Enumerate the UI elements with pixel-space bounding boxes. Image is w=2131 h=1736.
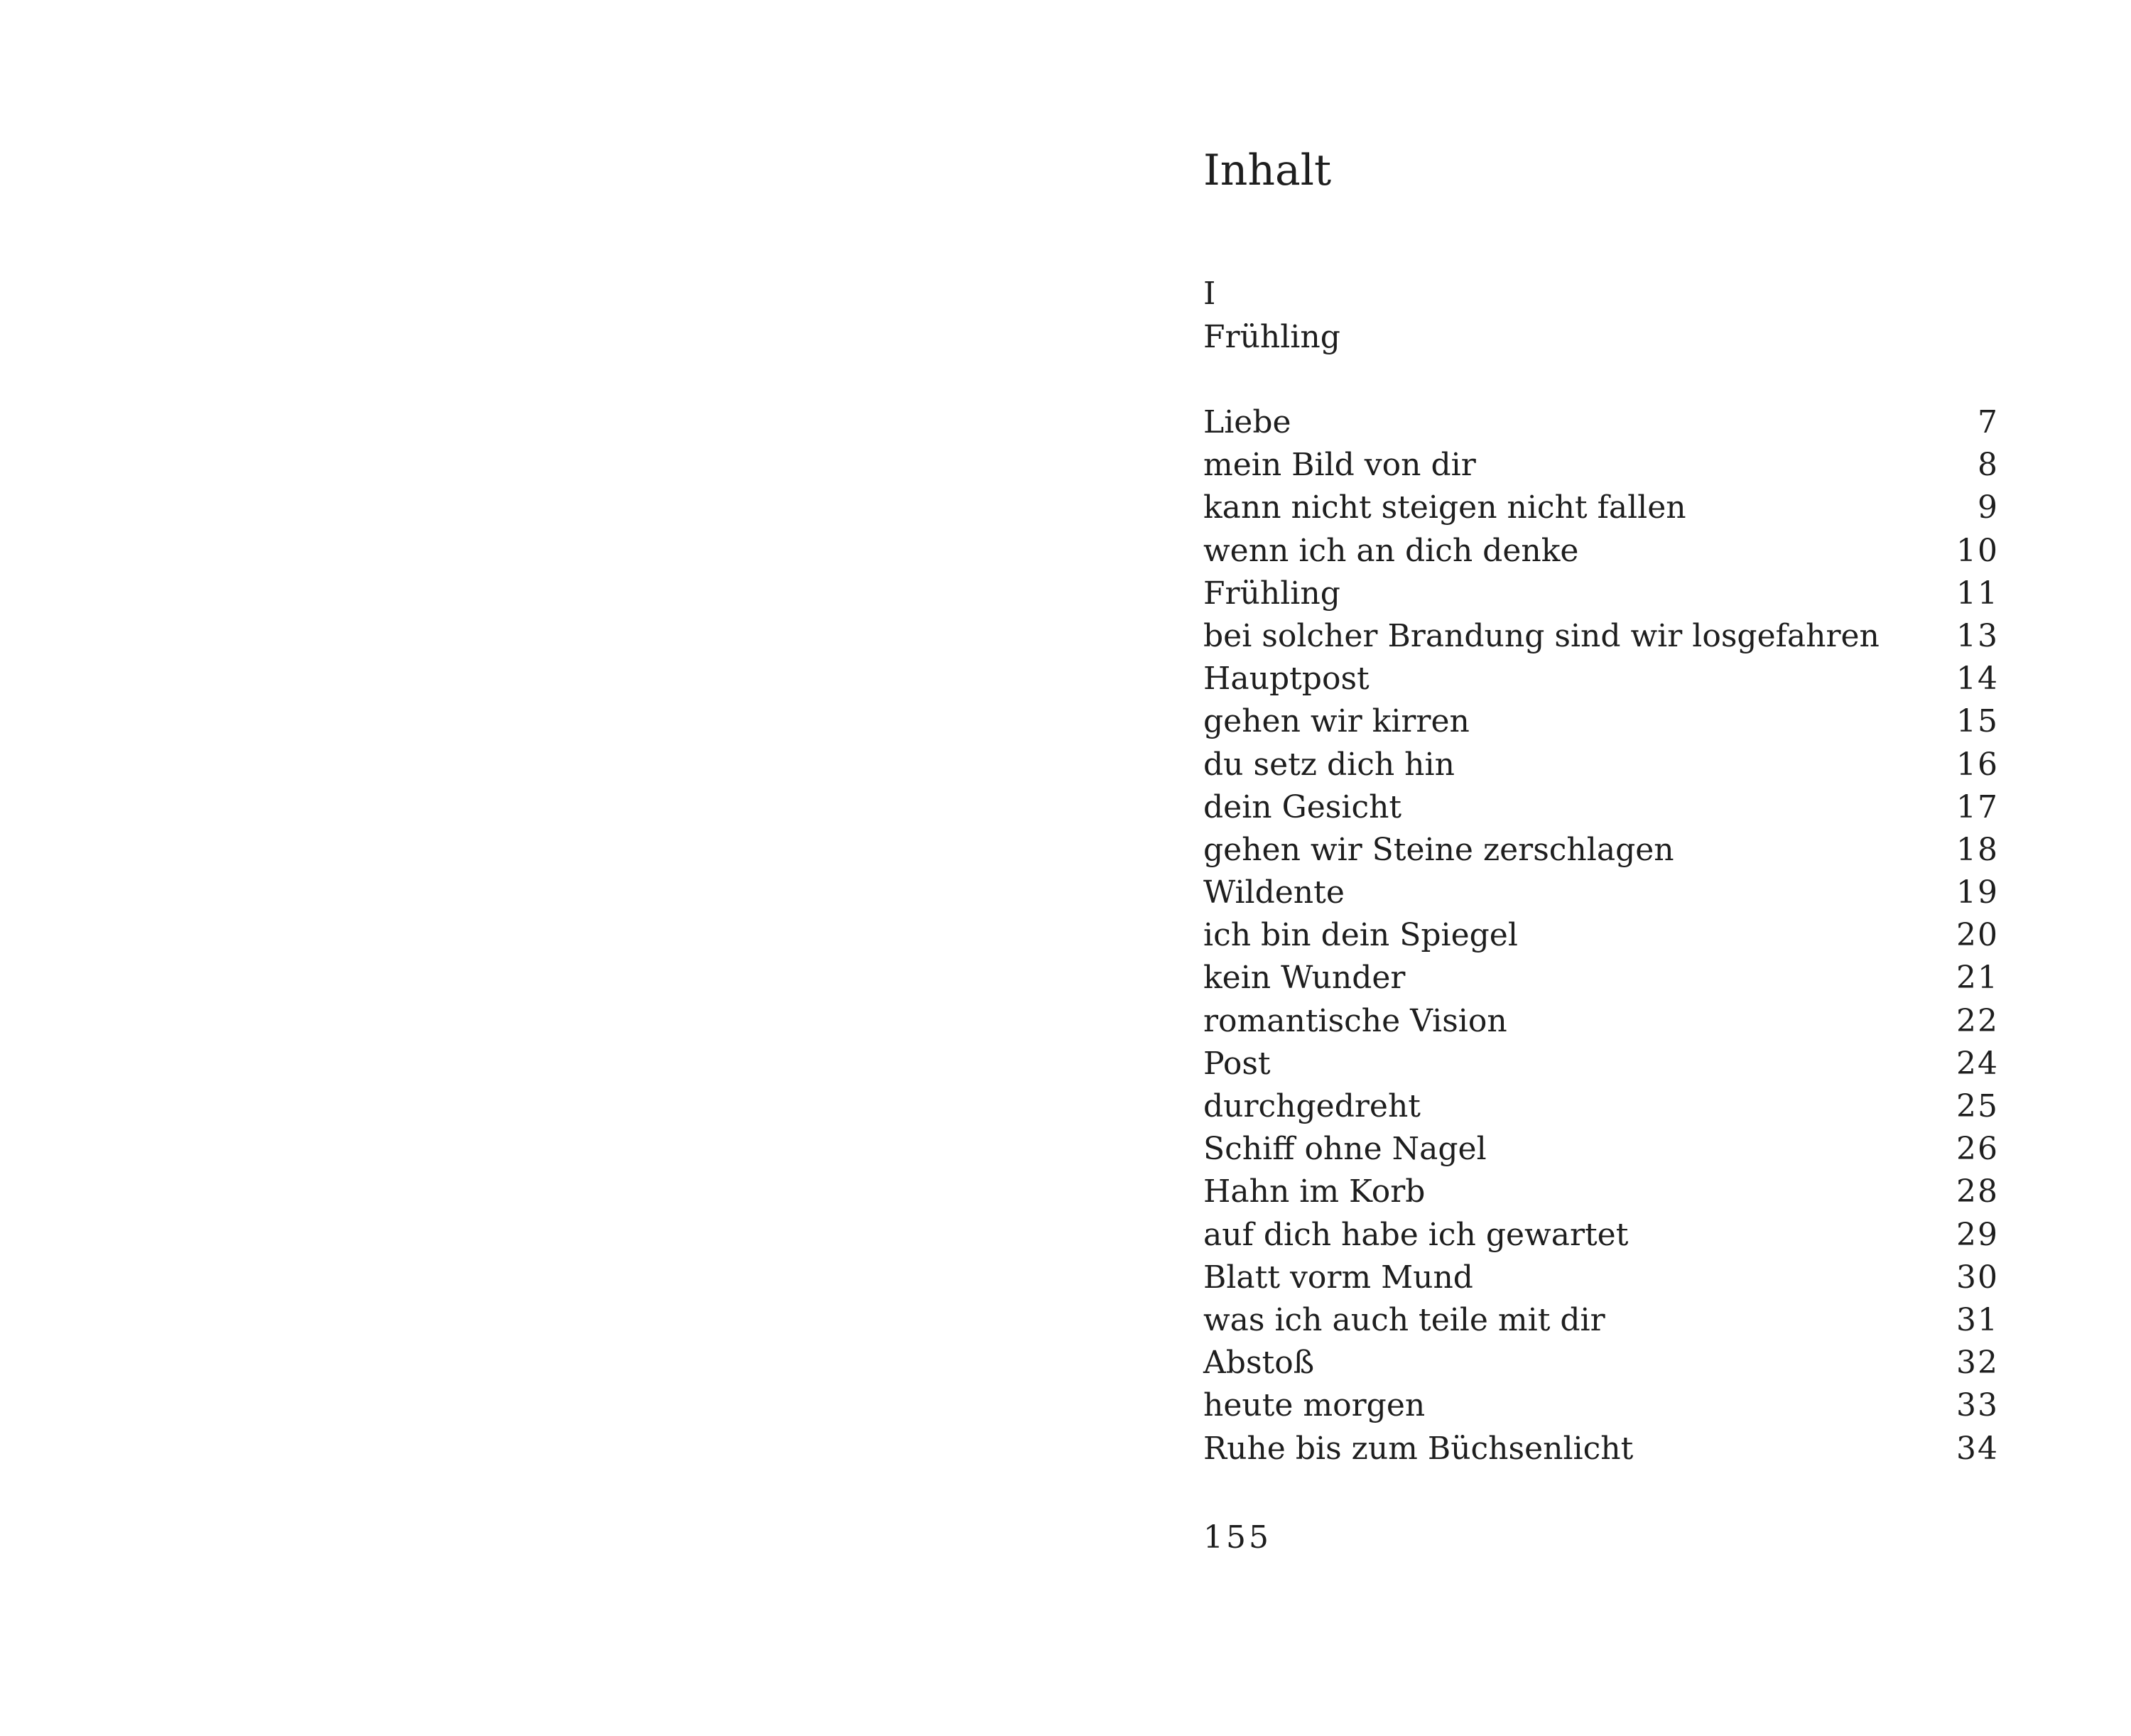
toc-entry-page: 16: [1956, 746, 1999, 783]
toc-entry: [1203, 1128, 1999, 1171]
toc-entry: [1203, 872, 1999, 914]
toc-entry-title: gehen wir kirren: [1203, 703, 1470, 740]
toc-entry: [1203, 573, 1999, 615]
toc-entry-title: was ich auch teile mit dir: [1203, 1301, 1605, 1338]
toc-entry: [1203, 1257, 1999, 1299]
toc-entry: [1203, 829, 1999, 872]
toc-entry-title: bei solcher Brandung sind wir losgefahren: [1203, 617, 1880, 654]
toc-entry-page: 15: [1956, 703, 1999, 740]
page-title: Inhalt: [1203, 146, 1332, 195]
toc-entry-page: 10: [1956, 532, 1999, 569]
toc-entry: [1203, 401, 1999, 444]
toc-entry-title: Schiff ohne Nagel: [1203, 1131, 1487, 1168]
toc-entry-page: 19: [1956, 874, 1999, 911]
toc-entry-title: ich bin dein Spiegel: [1203, 917, 1518, 954]
toc-entry: [1203, 914, 1999, 957]
toc-entry: [1203, 1428, 1999, 1470]
toc-entry-page: 17: [1956, 788, 1999, 825]
toc-entry-title: Hauptpost: [1203, 661, 1370, 698]
toc-list: [1203, 401, 1999, 1470]
toc-entry-title: mein Bild von dir: [1203, 447, 1476, 484]
toc-entry-page: 30: [1956, 1259, 1999, 1296]
toc-entry: [1203, 1299, 1999, 1342]
toc-entry: [1203, 487, 1999, 529]
toc-entry: [1203, 1085, 1999, 1128]
toc-entry: [1203, 744, 1999, 786]
toc-entry: [1203, 700, 1999, 743]
toc-entry: [1203, 1043, 1999, 1085]
toc-entry-title: gehen wir Steine zerschlagen: [1203, 831, 1674, 868]
toc-entry-page: 18: [1956, 831, 1999, 868]
toc-entry-title: Frühling: [1203, 575, 1340, 612]
toc-entry-page: 29: [1956, 1216, 1999, 1253]
toc-entry-title: romantische Vision: [1203, 1002, 1507, 1039]
toc-entry: [1203, 1384, 1999, 1427]
toc-entry: [1203, 444, 1999, 487]
toc-entry-title: durchgedreht: [1203, 1088, 1421, 1124]
toc-entry-page: 33: [1956, 1387, 1999, 1424]
toc-entry-title: Ruhe bis zum Büchsenlicht: [1203, 1430, 1634, 1467]
toc-entry-title: auf dich habe ich gewartet: [1203, 1216, 1629, 1253]
toc-entry-title: Liebe: [1203, 404, 1291, 440]
page-number: 155: [1203, 1519, 1271, 1556]
toc-entry: [1203, 1214, 1999, 1257]
toc-entry: [1203, 658, 1999, 700]
toc-entry-title: Hahn im Korb: [1203, 1173, 1426, 1210]
toc-entry-title: heute morgen: [1203, 1387, 1426, 1424]
toc-entry: [1203, 1342, 1999, 1384]
toc-entry: [1203, 786, 1999, 829]
toc-entry-page: 25: [1956, 1088, 1999, 1124]
toc-entry-page: 14: [1956, 661, 1999, 698]
toc-entry: [1203, 1171, 1999, 1213]
toc-entry-page: 9: [1978, 489, 1999, 526]
toc-entry-title: wenn ich an dich denke: [1203, 532, 1579, 569]
toc-entry-page: 7: [1978, 404, 1999, 440]
toc-entry-page: 26: [1956, 1131, 1999, 1168]
toc-entry-page: 21: [1956, 960, 1999, 997]
toc-entry-title: du setz dich hin: [1203, 746, 1455, 783]
toc-entry-title: kann nicht steigen nicht fallen: [1203, 489, 1686, 526]
toc-entry: [1203, 957, 1999, 999]
toc-entry: [1203, 530, 1999, 573]
toc-entry-page: 31: [1956, 1301, 1999, 1338]
toc-entry-title: Abstoß: [1203, 1345, 1315, 1382]
toc-entry-page: 32: [1956, 1345, 1999, 1382]
toc-entry-title: kein Wunder: [1203, 960, 1406, 997]
toc-entry-page: 34: [1956, 1430, 1999, 1467]
right-page: [1066, 0, 2131, 1736]
toc-entry-page: 24: [1956, 1045, 1999, 1082]
toc-entry-page: 20: [1956, 917, 1999, 954]
toc-entry-page: 13: [1956, 617, 1999, 654]
toc-entry-title: Wildente: [1203, 874, 1345, 911]
toc-entry-title: Blatt vorm Mund: [1203, 1259, 1473, 1296]
toc-entry: [1203, 1000, 1999, 1043]
toc-entry-title: dein Gesicht: [1203, 788, 1402, 825]
section-number: I: [1203, 276, 1216, 312]
section-title: Frühling: [1203, 319, 1340, 355]
toc-entry-page: 11: [1956, 575, 1999, 612]
toc-entry-page: 8: [1978, 447, 1999, 484]
toc-entry: [1203, 615, 1999, 658]
toc-entry-title: Post: [1203, 1045, 1271, 1082]
toc-entry-page: 28: [1956, 1173, 1999, 1210]
toc-entry-page: 22: [1956, 1002, 1999, 1039]
